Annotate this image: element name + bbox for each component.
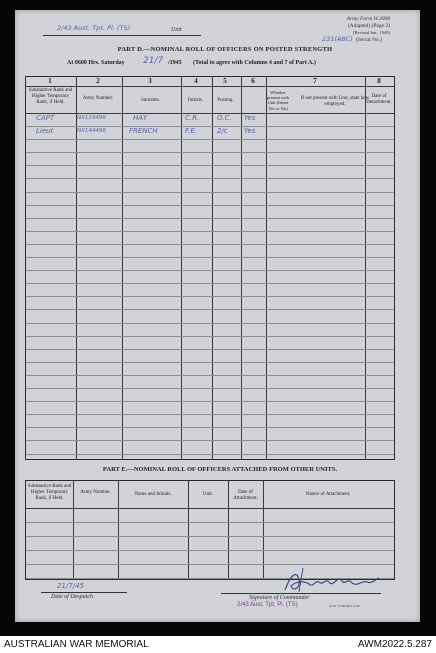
row1-posting: O.C. [217, 114, 232, 122]
e-header-attachment-date: Date of Attachment. [233, 490, 258, 501]
row2-rank: Lieut [36, 127, 54, 135]
rule-line [26, 139, 394, 140]
army-form-number: Army Form W.3008 [346, 16, 390, 22]
despatch-date-handwritten: 21/7/45 [57, 582, 84, 590]
unit-stamp: 2/43 Aust. Tpt. Pl. (TS) [237, 602, 298, 608]
col-header-employed: If not present with Unit, state how employed. [300, 96, 370, 107]
part-d-year: /1945 [168, 60, 182, 66]
rule-line [26, 192, 394, 193]
row2-initials: F.E. [185, 127, 197, 135]
rule-line [26, 270, 394, 271]
rule-line [26, 375, 394, 376]
row1-army-number: NX133498 [77, 115, 106, 121]
col-header-detachment: Date of Detachment. [366, 94, 392, 105]
rule-line [26, 336, 394, 337]
rule-line [26, 362, 394, 363]
row2-army-number: NX144498 [77, 128, 106, 134]
col-header-surname: Surname. [140, 98, 161, 103]
archive-footer [0, 636, 436, 653]
rule-line [26, 178, 394, 179]
army-form-adapted: (Adapted) (Page 2) [347, 22, 390, 29]
army-form-block [347, 16, 390, 35]
col-header-initials: Initials. [187, 98, 204, 103]
form-sheet [15, 10, 420, 622]
rule-line [26, 165, 394, 166]
col-number-8: 8 [377, 77, 381, 85]
col-number-4: 4 [194, 77, 198, 85]
e-header-nature: Nature of Attachment. [305, 492, 351, 497]
e-header-army-number: Army Number. [80, 490, 111, 495]
rule-line [26, 244, 394, 245]
row1-present: Yes [244, 114, 256, 122]
rule-line [26, 283, 394, 284]
signature-underline [221, 593, 381, 594]
printer-note: A.W. 77/46 Mar. 2/45 [329, 604, 360, 608]
part-d-title: PART D.—NOMINAL ROLL OF OFFICERS ON POSTED STRENGTH [117, 46, 333, 53]
row2-surname: FRENCH [129, 127, 158, 135]
e-header-rank: Substantive Rank and Higher Temporary Rank, if Held. [27, 484, 72, 501]
e-header-name: Name and Initials. [134, 492, 172, 497]
col-number-7: 7 [313, 77, 317, 85]
unit-handwritten: 2/43 Aust. Tpt. Pl. (TS) [57, 24, 131, 32]
rule-line [26, 440, 394, 441]
serial-label: (Serial No.) [356, 37, 382, 43]
rule-line [26, 309, 394, 310]
despatch-label: Date of Despatch [51, 594, 93, 600]
part-e-title: PART E.—NOMINAL ROLL OF OFFICERS ATTACHED FROM OTHER UNITS. [102, 466, 338, 473]
rule-line [26, 550, 394, 551]
rule-line [26, 296, 394, 297]
col-number-2: 2 [96, 77, 100, 85]
rule-line [26, 218, 394, 219]
col-number-1: 1 [48, 77, 52, 85]
col-header-present: Whether present with Unit (Insert Yes or No) [266, 90, 290, 111]
part-d-agree-note: (Total to agree with Columns 4 and 7 of Part A.) [193, 60, 316, 66]
rule-line [26, 454, 394, 455]
row2-posting: 2/c [217, 127, 228, 135]
rule-line [26, 388, 394, 389]
col-number-3: 3 [148, 77, 152, 85]
col-header-army-number: Army Number. [82, 96, 114, 101]
rule-line [26, 349, 394, 350]
row1-surname: HAY [133, 114, 148, 122]
rule-line [26, 522, 394, 523]
army-form-revised: (Revised Jan., 1940) [353, 29, 390, 35]
rule-line [26, 414, 394, 415]
archive-reference: AWM2022.5.287 [357, 639, 432, 650]
col-header-posting: Posting. [217, 98, 234, 103]
unit-label: Unit [171, 27, 182, 33]
rule-line [26, 564, 394, 565]
rule-line [26, 205, 394, 206]
rule-line [26, 536, 394, 537]
rule-line [26, 257, 394, 258]
rule-line [26, 152, 394, 153]
unit-underline [43, 35, 201, 36]
signature-label: Signature of Commander [249, 595, 310, 601]
row2-present: Yes [244, 127, 256, 135]
commander-signature [281, 566, 381, 596]
despatch-underline [41, 592, 127, 593]
e-header-unit: Unit. [202, 492, 214, 497]
rule-line [26, 323, 394, 324]
row1-rank: CAPT [36, 114, 55, 122]
rule-line [26, 231, 394, 232]
rule-line [26, 427, 394, 428]
col-header-rank: Substantive Rank and Higher Temporary Rank, if Held. [28, 88, 73, 105]
col-number-5: 5 [223, 77, 227, 85]
part-d-date-handwritten: 21/7 [143, 56, 164, 66]
archive-name: AUSTRALIAN WAR MEMORIAL [4, 639, 149, 650]
rule-line [26, 126, 394, 127]
rule-line [26, 401, 394, 402]
row1-initials: C.R. [185, 114, 200, 122]
serial-handwritten: 231(ABC) [322, 35, 353, 43]
part-d-at-label: At 0600 Hrs. Saturday [67, 60, 125, 66]
col-number-6: 6 [251, 77, 255, 85]
